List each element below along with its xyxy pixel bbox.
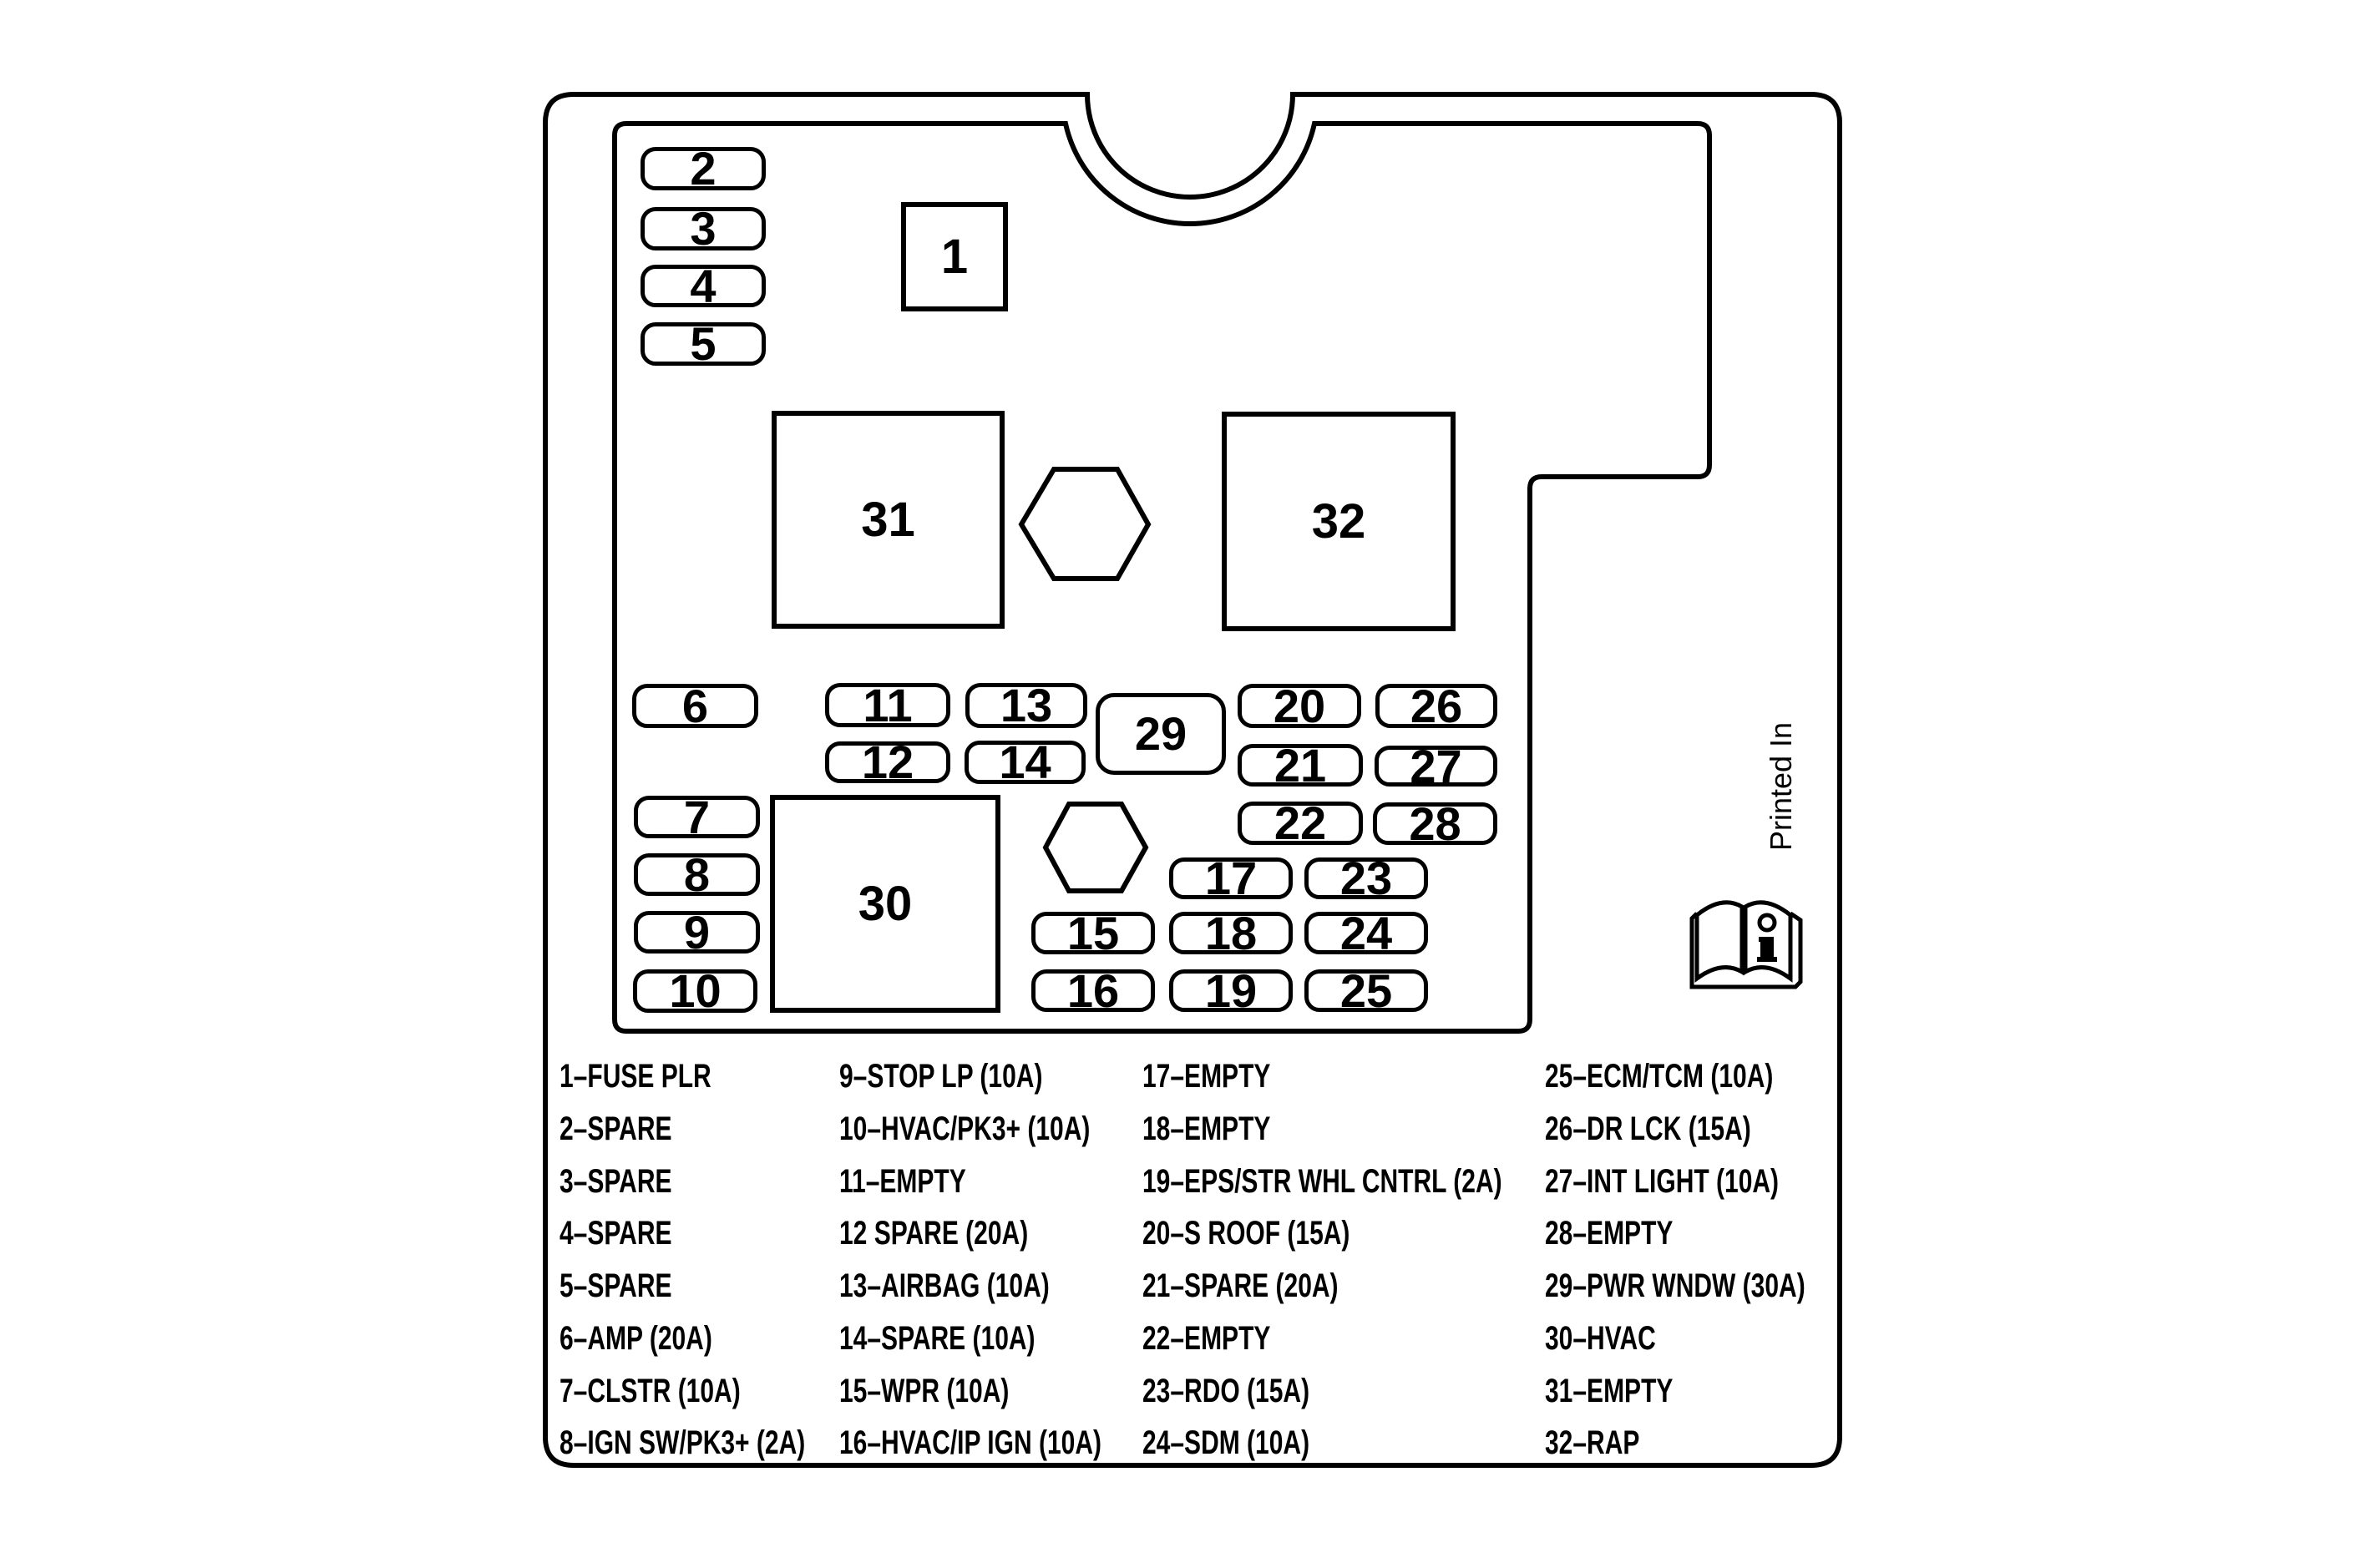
fuse-22: 22 — [1238, 802, 1363, 845]
legend-item: 5–SPARE — [560, 1267, 672, 1304]
legend-item: 6–AMP (20A) — [560, 1319, 712, 1357]
legend-item: 17–EMPTY — [1142, 1058, 1271, 1095]
fuse-5: 5 — [641, 322, 766, 366]
legend-item: 9–STOP LP (10A) — [839, 1058, 1043, 1095]
legend-item: 19–EPS/STR WHL CNTRL (2A) — [1142, 1162, 1502, 1200]
hex-bolt-icon-bottom — [1046, 804, 1146, 891]
fuse-4: 4 — [641, 265, 766, 307]
fuse-10: 10 — [633, 969, 757, 1013]
legend-item: 24–SDM (10A) — [1142, 1424, 1310, 1462]
legend-item: 13–AIRBAG (10A) — [839, 1267, 1050, 1304]
open-book-info-icon — [1692, 903, 1800, 987]
legend-item: 30–HVAC — [1545, 1319, 1656, 1357]
legend-item: 10–HVAC/PK3+ (10A) — [839, 1110, 1091, 1147]
block-31: 31 — [772, 411, 1005, 629]
legend-item: 31–EMPTY — [1545, 1372, 1674, 1409]
legend-item: 32–RAP — [1545, 1424, 1640, 1462]
fuse-24: 24 — [1304, 912, 1428, 954]
printed-in-label: Printed In — [1764, 721, 1798, 852]
legend-item: 29–PWR WNDW (30A) — [1545, 1267, 1805, 1304]
fuse-12: 12 — [825, 741, 950, 783]
fuse-7: 7 — [634, 796, 760, 838]
fuse-16: 16 — [1031, 969, 1155, 1012]
fuse-18: 18 — [1169, 912, 1293, 954]
fuse-20: 20 — [1238, 684, 1361, 728]
legend-column-3 — [1142, 1050, 1502, 1469]
legend-item: 14–SPARE (10A) — [839, 1319, 1036, 1357]
legend-item: 25–ECM/TCM (10A) — [1545, 1058, 1774, 1095]
legend-item: 27–INT LIGHT (10A) — [1545, 1162, 1780, 1200]
block-32: 32 — [1222, 412, 1456, 631]
fuse-27: 27 — [1375, 746, 1497, 787]
fuse-15: 15 — [1031, 912, 1155, 954]
legend-item: 7–CLSTR (10A) — [560, 1372, 741, 1409]
legend-item: 8–IGN SW/PK3+ (2A) — [560, 1424, 806, 1462]
legend-item: 20–S ROOF (15A) — [1142, 1215, 1350, 1252]
fuse-21: 21 — [1238, 744, 1363, 787]
legend-item: 12 SPARE (20A) — [839, 1215, 1029, 1252]
legend-column-2 — [839, 1050, 1101, 1469]
legend-item: 18–EMPTY — [1142, 1110, 1271, 1147]
legend-item: 3–SPARE — [560, 1162, 672, 1200]
fuse-2: 2 — [641, 147, 766, 190]
legend-item: 16–HVAC/IP IGN (10A) — [839, 1424, 1101, 1462]
legend-item: 1–FUSE PLR — [560, 1058, 711, 1095]
block-30: 30 — [770, 795, 1000, 1013]
legend-column-1 — [560, 1050, 805, 1469]
legend-item: 15–WPR (10A) — [839, 1372, 1010, 1409]
fuse-25: 25 — [1304, 969, 1428, 1012]
legend-item: 28–EMPTY — [1545, 1215, 1674, 1252]
legend-item: 22–EMPTY — [1142, 1319, 1271, 1357]
fuse-14: 14 — [965, 741, 1086, 784]
fuse-19: 19 — [1169, 969, 1293, 1012]
legend-column-4 — [1545, 1050, 1805, 1469]
fuse-6: 6 — [632, 684, 758, 728]
legend-item: 23–RDO (15A) — [1142, 1372, 1310, 1409]
fuse-puller-1: 1 — [901, 202, 1008, 311]
legend-item: 2–SPARE — [560, 1110, 672, 1147]
hex-bolt-icon-top — [1021, 469, 1148, 579]
fuse-29: 29 — [1096, 693, 1226, 775]
fuse-9: 9 — [634, 911, 760, 954]
fuse-17: 17 — [1169, 857, 1293, 899]
fuse-23: 23 — [1304, 857, 1428, 899]
legend-item: 4–SPARE — [560, 1215, 672, 1252]
fuse-13: 13 — [965, 683, 1087, 728]
legend-item: 11–EMPTY — [839, 1162, 966, 1200]
fuse-8: 8 — [634, 853, 760, 896]
fuse-28: 28 — [1373, 802, 1497, 845]
fuse-11: 11 — [825, 683, 950, 727]
fuse-3: 3 — [641, 207, 766, 250]
legend-item: 26–DR LCK (15A) — [1545, 1110, 1751, 1147]
legend-item: 21–SPARE (20A) — [1142, 1267, 1339, 1304]
fuse-26: 26 — [1375, 684, 1497, 728]
